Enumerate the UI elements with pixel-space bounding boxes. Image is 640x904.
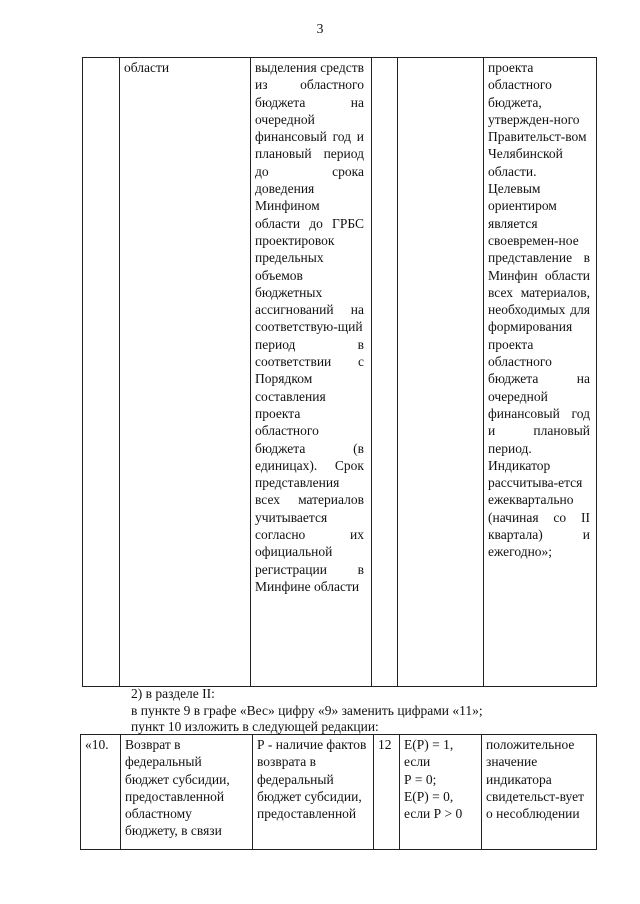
table-row xyxy=(83,58,597,687)
cell-indicator-name: области xyxy=(120,58,251,687)
amendment-item9-line: в пункте 9 в графе «Вес» цифру «9» заменить цифрами «11»; xyxy=(131,703,483,718)
table-row xyxy=(81,735,597,850)
cell-weight xyxy=(372,58,398,687)
amendment-section-line: 2) в разделе II: xyxy=(131,686,215,701)
cell-formula xyxy=(398,58,484,687)
cell-comment: проекта областного бюджета, утвержден-ного Правительст-вом Челябинской области. Целевым ориентиром является своевремен-ное представление в Минфин области всех материалов, необходимых для формирования проекта областного бюджета на очередной финансовый год и плановый период. Индикатор рассчитыва-ется ежеквартально (начиная со II квартала) и ежегодно»; xyxy=(484,58,597,687)
amendment-item10-line: пункт 10 изложить в следующей редакции: xyxy=(131,719,379,734)
formula-line: Е(Р) = 1, xyxy=(404,737,454,752)
cell-indicator-name: Возврат в федеральный бюджет субсидии, предоставленной областному бюджету, в связи xyxy=(121,735,253,850)
page-number: 3 xyxy=(316,22,324,37)
cell-calculation-method: выделения средств из областного бюджета на очередной финансовый год и плановый период до срока доведения Минфином области до ГРБС проектировок предельных объемов бюджетных ассигнований на соответствую-щий период в соответствии с Порядком составления проекта областного бюджета (в единицах). Срок представления всех материалов учитывается согласно их официальной регистрации в Минфине области xyxy=(251,58,372,687)
formula-line: если xyxy=(404,754,431,770)
formula-line: если Р > 0 xyxy=(404,806,463,822)
cell-formula xyxy=(400,735,482,850)
cell-calculation-method: Р - наличие фактов возврата в федеральный бюджет субсидии, предоставленной xyxy=(253,735,374,850)
cell-comment: положительное значение индикатора свидетельст-вует о несоблюдении xyxy=(482,735,597,850)
indicator-table-continued xyxy=(82,57,597,687)
cell-number: «10. xyxy=(81,735,121,850)
cell-number xyxy=(83,58,120,687)
indicator-table-item10 xyxy=(80,734,597,850)
cell-weight: 12 xyxy=(374,735,400,850)
formula-line: Р = 0; xyxy=(404,771,437,787)
formula-line: Е(Р) = 0, xyxy=(404,788,454,804)
